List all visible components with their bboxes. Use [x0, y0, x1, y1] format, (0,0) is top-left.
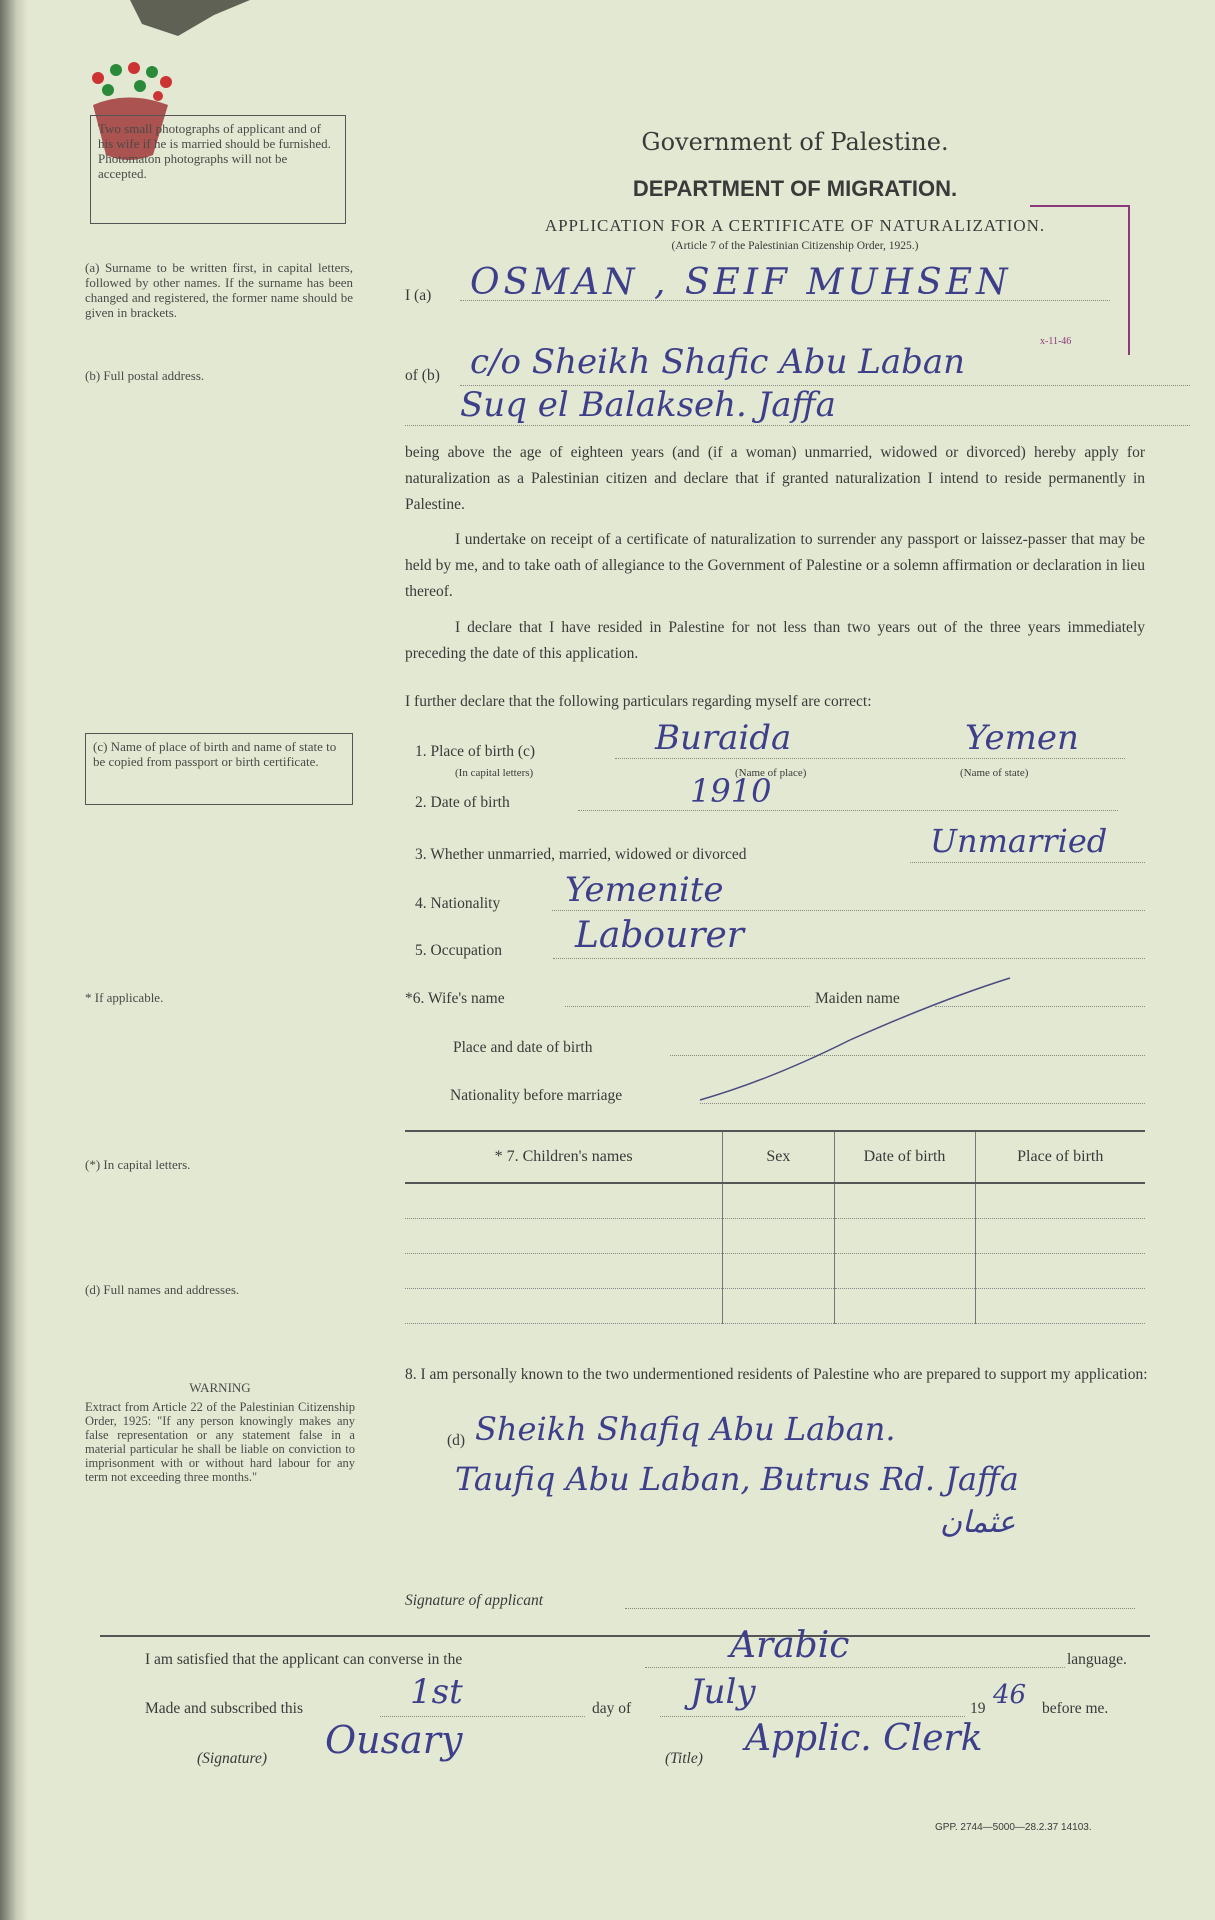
officer-signature: Ousary	[325, 1718, 463, 1762]
declaration-para-3: I declare that I have resided in Palestine for not less than two years out of the three years immediately preceding the date of this application.	[405, 619, 1145, 662]
year: 46	[993, 1680, 1027, 1710]
before-me: before me.	[1042, 1700, 1109, 1717]
nationality-line	[552, 910, 1145, 911]
print-code: GPP. 2744—5000—28.2.37 14103.	[935, 1822, 1092, 1833]
nat-before-label: Nationality before marriage	[450, 1087, 623, 1104]
photo-note-box	[90, 115, 346, 224]
col-children-names: * 7. Children's names	[405, 1131, 723, 1183]
table-row	[405, 1254, 1145, 1289]
stamp-text: x-11-46	[1040, 336, 1072, 347]
converse-text: I am satisfied that the applicant can converse in the	[145, 1651, 463, 1668]
signature-of-applicant-label: Signature of applicant	[405, 1592, 544, 1609]
note-if-applicable: * If applicable.	[85, 990, 164, 1005]
note-d: (d) Full names and addresses.	[85, 1282, 240, 1297]
year-prefix: 19	[970, 1700, 986, 1717]
of-label: of (b)	[405, 367, 440, 384]
item-6-label: *6. Wife's name	[405, 990, 505, 1007]
item-1-label: 1. Place of birth (c)	[415, 743, 536, 760]
item-4-label: 4. Nationality	[415, 895, 501, 912]
caption-capital: (In capital letters)	[455, 767, 534, 779]
signature-line	[625, 1608, 1135, 1609]
month: July	[690, 1672, 756, 1712]
maiden-label: Maiden name	[815, 990, 900, 1007]
birth-date: 1910	[690, 772, 772, 810]
note-c-box	[85, 733, 353, 805]
item-2-label: 2. Date of birth	[415, 794, 510, 811]
reference-2: Taufiq Abu Laban, Butrus Rd. Jaffa	[455, 1460, 1019, 1498]
title-label: (Title)	[665, 1750, 703, 1767]
note-b: (b) Full postal address.	[85, 368, 205, 383]
birth-place: Buraida	[655, 718, 792, 758]
reference-1: Sheikh Shafiq Abu Laban.	[475, 1410, 896, 1448]
caption-place: (Name of place)	[735, 767, 807, 779]
day-of-label: day of	[592, 1700, 632, 1717]
day: 1st	[410, 1672, 463, 1712]
caption-state: (Name of state)	[960, 767, 1029, 779]
note-c: (c) Name of place of birth and name of state to be copied from passport or birth certificate.	[93, 739, 337, 769]
item-3-label: 3. Whether unmarried, married, widowed or divorced	[415, 846, 747, 863]
occupation-line	[553, 958, 1145, 959]
language-line	[645, 1667, 1065, 1668]
marital-line	[910, 862, 1145, 863]
table-row	[405, 1183, 1145, 1219]
department-heading: DEPARTMENT OF MIGRATION.	[632, 176, 958, 201]
table-row	[405, 1219, 1145, 1254]
signature-label: (Signature)	[197, 1750, 268, 1767]
photo-note: Two small photographs of applicant and of his wife if he is married should be furnished. Photomaton photographs will not be accepted.	[98, 121, 331, 181]
col-place-of-birth: Place of birth	[975, 1131, 1145, 1183]
i-label: I (a)	[405, 287, 432, 304]
place-date-label: Place and date of birth	[453, 1039, 593, 1056]
month-line	[660, 1716, 965, 1717]
application-title: APPLICATION FOR A CERTIFICATE OF NATURALIZATION.	[544, 216, 1046, 235]
children-table	[405, 1130, 1145, 1324]
ref-label: (d)	[447, 1432, 466, 1449]
applicant-name: OSMAN , SEIF MUHSEN	[470, 262, 1012, 303]
warning-text: Extract from Article 22 of the Palestinian Citizenship Order, 1925: "If any person knowingly makes any false representation or any statement false in a material particular he shall be liable on conviction to imprisonment with or without hard labour for any term not exceeding three months."	[85, 1400, 355, 1484]
item-8-text: 8. I am personally known to the two undermentioned residents of Palestine who are prepared to support my application:	[405, 1366, 1148, 1383]
article-reference: (Article 7 of the Palestinian Citizenship Order, 1925.)	[671, 240, 919, 252]
birth-state: Yemen	[965, 718, 1079, 758]
birthdate-line	[578, 810, 1118, 811]
note-a: (a) Surname to be written first, in capital letters, followed by other names. If the surname has been changed and registered, the former name should be given in brackets.	[85, 260, 353, 320]
address-line-2	[405, 425, 1190, 426]
occupation: Labourer	[575, 915, 744, 956]
rubber-stamp	[1030, 205, 1130, 355]
page-edge-shadow	[0, 0, 28, 1920]
made-label: Made and subscribed this	[145, 1700, 303, 1717]
nationality: Yemenite	[565, 870, 724, 910]
day-line	[380, 1716, 585, 1717]
warning-title: WARNING	[189, 1380, 251, 1395]
cancel-stroke	[690, 970, 1020, 1110]
table-row	[405, 1289, 1145, 1324]
marital-status: Unmarried	[930, 822, 1108, 860]
col-sex: Sex	[723, 1131, 834, 1183]
arabic-signature: عثمان	[940, 1505, 1016, 1540]
declaration-para-1: being above the age of eighteen years (and (if a woman) unmarried, widowed or divorced) hereby apply for naturalization as a Palestinian citizen and declare that if granted naturalization I intend to reside permanently in Palestine.	[405, 444, 1145, 513]
item-5-label: 5. Occupation	[415, 942, 502, 959]
col-date-of-birth: Date of birth	[834, 1131, 975, 1183]
declaration-para-4: I further declare that the following particulars regarding myself are correct:	[405, 693, 872, 710]
government-heading: Government of Palestine.	[641, 128, 949, 156]
birthplace-line	[615, 758, 1125, 759]
footer-divider	[100, 1635, 1150, 1637]
language: Arabic	[730, 1625, 850, 1666]
language-suffix: language.	[1067, 1651, 1127, 1668]
address-1: c/o Sheikh Shafic Abu Laban	[470, 342, 966, 382]
declaration-para-2: I undertake on receipt of a certificate of naturalization to surrender any passport or laissez-passer that may be held by me, and to take oath of allegiance to the Government of Palestine or a solemn affirmation or declaration in lieu thereof.	[405, 531, 1145, 600]
officer-title: Applic. Clerk	[745, 1718, 983, 1759]
address-2: Suq el Balakseh. Jaffa	[460, 385, 836, 425]
note-capital: (*) In capital letters.	[85, 1157, 191, 1172]
